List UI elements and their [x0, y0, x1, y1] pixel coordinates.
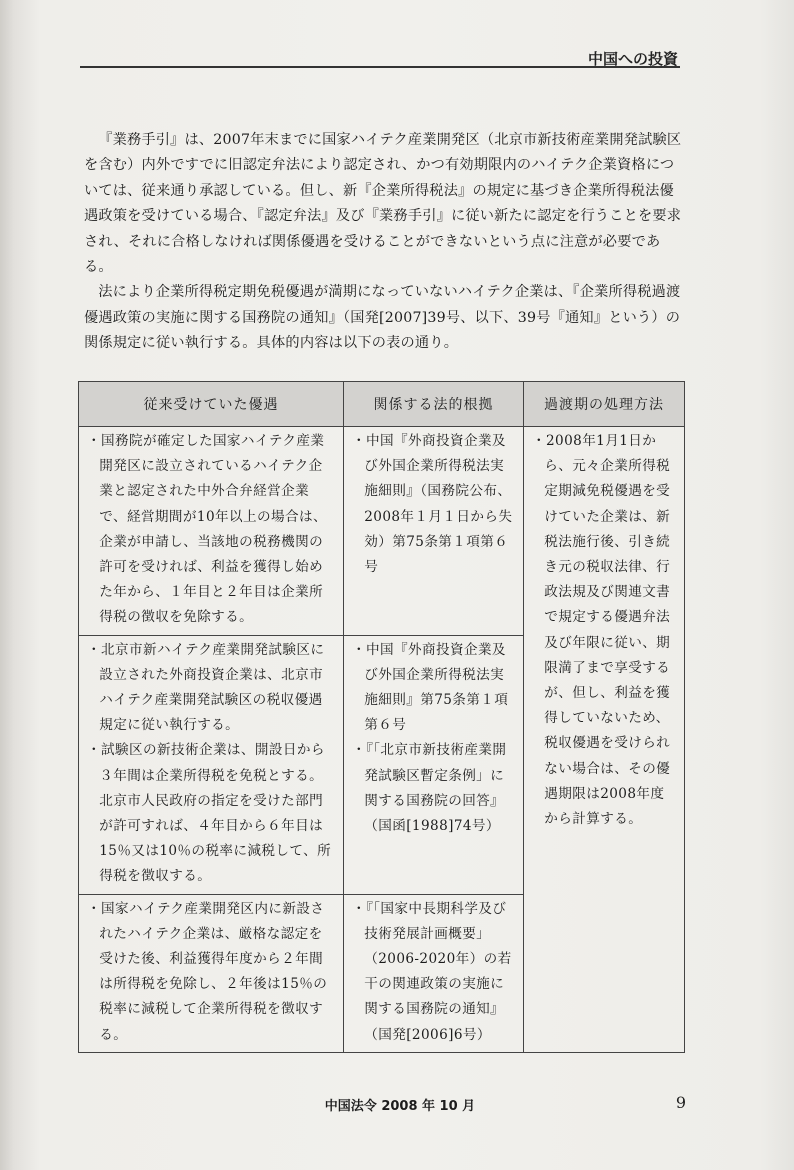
paragraph: 法により企業所得税定期免税優遇が満期になっていないハイテク企業は、『企業所得税過渡優遇政策の実施に関する国務院の通知』（国発[2007]39号、以下、39号『通知』という）の関係規定に従い執行する。具体的内容は以下の表の通り。: [84, 284, 681, 352]
list-item: ・中国『外商投資企業及び外国企業所得税法実施細則』第75条第１項第６号: [352, 641, 509, 734]
preferential-cell: [79, 427, 344, 636]
legal-basis-cell: [344, 635, 524, 894]
preferential-cell: [79, 894, 344, 1052]
column-header: 従来受けていた優遇: [79, 382, 344, 427]
list-item: ・中国『外商投資企業及び外国企業所得税法実施細則』（国務院公布、2008年１月１日から失効）第75条第１項第６号: [352, 433, 513, 576]
legal-basis-cell: [344, 427, 524, 636]
footer-source: 中国法令 2008 年 10 月: [324, 1099, 476, 1114]
page-number: 9: [675, 1093, 686, 1112]
column-header: 過渡期の処理方法: [524, 382, 685, 427]
header-rule: [80, 66, 680, 68]
preferential-cell: [79, 635, 344, 894]
list-item: ・国務院が確定した国家ハイテク産業開発区に設立されているハイテク企業と認定された中外合弁経営企業で、経営期間が10年以上の場合は、企業が申請し、当該地の税務機関の許可を受ければ、利益を獲得し始めた年から、１年目と２年目は企業所得税の徴収を免除する。: [87, 433, 327, 626]
list-item: ・2008年1月1日から、元々企業所得税定期減免税優遇を受けていた企業は、新税法施行後、引き続き元の税収法律、行政法規及び関連文書で規定する優遇弁法及び年限に従い、期限満了まで享受するが、但し、利益を獲得していないため、税収優遇を受けられない場合は、その優遇期限は2008年度から計算する。: [532, 433, 671, 828]
body-text: [84, 128, 684, 357]
list-item: ・『「国家中長期科学及び技術発展計画概要」（2006-2020年）の若干の関連政策の実施に関する国務院の通知』（国発[2006]6号）: [352, 900, 512, 1043]
legal-basis-cell: [344, 894, 524, 1052]
list-item: ・『「北京市新技術産業開発試験区暫定条例」に関する国務院の回答』（国函[1988]74号）: [352, 742, 507, 835]
section-title: 中国への投資: [587, 50, 678, 68]
list-item: ・国家ハイテク産業開発区内に新設されたハイテク企業は、厳格な認定を受けた後、利益獲得年度から２年間は所得税を免除し、２年後は15％の税率に減税して企業所得税を徴収する。: [87, 900, 328, 1043]
preferential-treatment-table: [78, 381, 685, 1053]
transition-method-cell: [524, 427, 685, 1053]
list-item: ・試験区の新技術企業は、開設日から３年間は企業所得税を免税とする。北京市人民政府の指定を受けた部門が許可すれば、４年目から６年目は15％又は10％の税率に減税して、所得税を徴収する。: [87, 742, 332, 885]
list-item: ・北京市新ハイテク産業開発試験区に設立された外商投資企業は、北京市ハイテク産業開発試験区の税収優遇規定に従い執行する。: [87, 641, 325, 734]
paragraph: 『業務手引』は、2007年末までに国家ハイテク産業開発区（北京市新技術産業開発試験区を含む）内外ですでに旧認定弁法により認定され、かつ有効期限内のハイテク企業資格については、従来通り承認している。但し、新『企業所得税法』の規定に基づき企業所得税法優遇政策を受けている場合、『認定弁法』及び『業務手引』に従い新たに認定を行うことを要求され、それに合格しなければ関係優遇を受けることができないという点に注意が必要である。: [84, 132, 682, 276]
column-header: 関係する法的根拠: [344, 382, 524, 427]
table-row: [79, 427, 685, 636]
table-header-row: [79, 382, 685, 427]
